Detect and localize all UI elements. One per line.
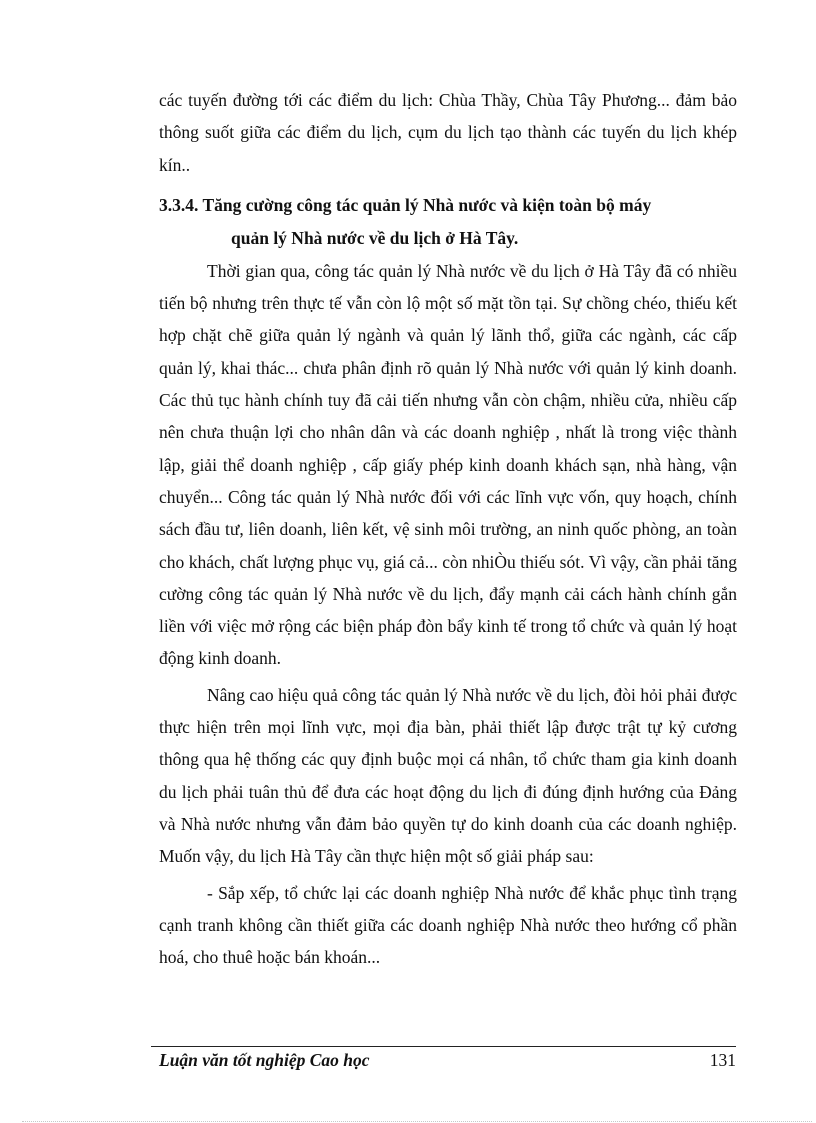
page-number: 131	[709, 1050, 736, 1070]
paragraph-2: Nâng cao hiệu quả công tác quản lý Nhà nước về du lịch, đòi hỏi phải được thực hiện trên mọi lĩnh vực, mọi địa bàn, phải thiết lập được trật tự kỷ cương thông qua hệ thống các quy định buộc mọi cá nhân, tổ chức tham gia kinh doanh du lịch phải tuân thủ để đưa các hoạt động du lịch đi đúng định hướng của Đảng và Nhà nước nhưng vẫn đảm bảo quyền tự do kinh doanh của các doanh nghiệp. Muốn vậy, du lịch Hà Tây cần thực hiện một số giải pháp sau:	[159, 684, 737, 867]
section-number: 3.3.4.	[159, 194, 199, 215]
page-border	[22, 1121, 812, 1122]
page-body	[159, 84, 737, 973]
section-title-line1: Tăng cường công tác quản lý Nhà nước và kiện toàn bộ máy	[202, 194, 652, 215]
paragraph-1: Thời gian qua, công tác quản lý Nhà nước về du lịch ở Hà Tây đã có nhiều tiến bộ nhưng trên thực tế vẫn còn lộ một số mặt tồn tại. Sự chồng chéo, thiếu kết hợp chặt chẽ giữa quản lý ngành và quản lý lãnh thổ, giữa các ngành, các cấp quản lý, khai thác... chưa phân định rõ quản lý Nhà nước với quản lý kinh doanh. Các thủ tục hành chính tuy đã cải tiến nhưng vẫn còn chậm, nhiều cửa, nhiều cấp nên chưa thuận lợi cho nhân dân và các doanh nghiệp , nhất là trong việc thành lập, giải thể doanh nghiệp , cấp giấy phép kinh doanh khách sạn, nhà hàng, vận chuyển... Công tác quản lý Nhà nước đối với các lĩnh vực vốn, quy hoạch, chính sách đầu tư, liên doanh, liên kết, vệ sinh môi trường, an ninh quốc phòng, an toàn cho khách, chất lượng phục vụ, giá cả... còn nhiÒu thiếu sót. Vì vậy, cần phải tăng cường công tác quản lý Nhà nước về du lịch, đẩy mạnh cải cách hành chính gắn liền với việc mở rộng các biện pháp đòn bẩy kinh tế trong tổ chức và quản lý hoạt động kinh doanh.	[159, 260, 737, 669]
paragraph-3: - Sắp xếp, tổ chức lại các doanh nghiệp Nhà nước để khắc phục tình trạng cạnh tranh không cần thiết giữa các doanh nghiệp Nhà nước theo hướng cổ phần hoá, cho thuê hoặc bán khoán...	[159, 882, 737, 968]
paragraph-intro: các tuyến đường tới các điểm du lịch: Chùa Thầy, Chùa Tây Phương... đảm bảo thông suốt giữa các điểm du lịch, cụm du lịch tạo thành các tuyến du lịch khép kín..	[159, 90, 737, 175]
section-title-line2: quản lý Nhà nước về du lịch ở Hà Tây.	[231, 227, 519, 248]
footer-divider	[151, 1046, 736, 1047]
footer-title: Luận văn tốt nghiệp Cao học	[159, 1050, 370, 1070]
section-heading	[159, 189, 737, 255]
